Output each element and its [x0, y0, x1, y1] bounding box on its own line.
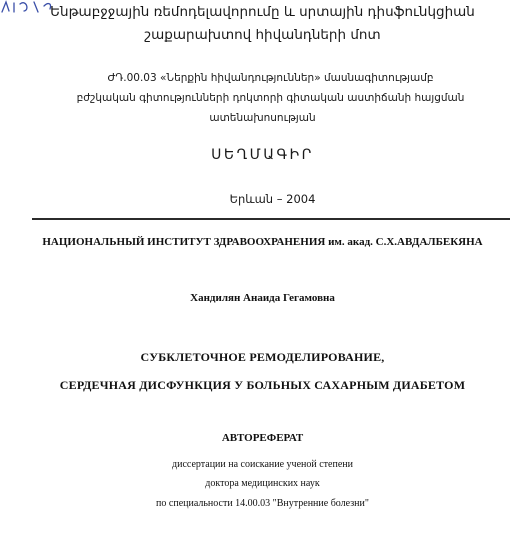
description-line-1: диссертации на соискание ученой степени — [172, 459, 353, 470]
institute-name: НАЦИОНАЛЬНЫЙ ИНСТИТУТ ЗДРАВООХРАНЕНИЯ им. акад. С.Х.АВДАЛБЕКЯНА — [42, 236, 483, 248]
armenian-title-line-2: շաքարախտով հիվանդների մոտ — [144, 27, 381, 43]
armenian-city-year: Երևան – 2004 — [229, 192, 316, 206]
armenian-title-line-1: Ենթաբջջային ռեմոդելավորումը և սրտային դիսֆունկցիան — [50, 4, 475, 20]
armenian-degree-line: բժշկական գիտությունների դոկտորի գիտական աստիճանի հայցման — [76, 92, 465, 104]
description-line-2: доктора медицинских наук — [205, 478, 320, 489]
section-divider — [32, 218, 510, 220]
armenian-dissertation-line: ատենախոսության — [209, 112, 316, 124]
dissertation-title-line-2: СЕРДЕЧНАЯ ДИСФУНКЦИЯ У БОЛЬНЫХ САХАРНЫМ ДИАБЕТОМ — [59, 378, 466, 392]
document-type: АВТОРЕФЕРАТ — [221, 432, 304, 444]
description-line-3: по специальности 14.00.03 "Внутренние болезни" — [156, 498, 369, 509]
armenian-abstract-heading: ՍԵՂՄԱԳԻՐ — [211, 147, 314, 163]
dissertation-title-line-1: СУБКЛЕТОЧНОЕ РЕМОДЕЛИРОВАНИЕ, — [140, 350, 385, 364]
armenian-specialty-line: ԺԴ.00.03 «Ներքին հիվանդություններ» մասնագիտությամբ — [107, 72, 434, 84]
author-name: Хандилян Анаида Гегамовна — [190, 292, 335, 304]
